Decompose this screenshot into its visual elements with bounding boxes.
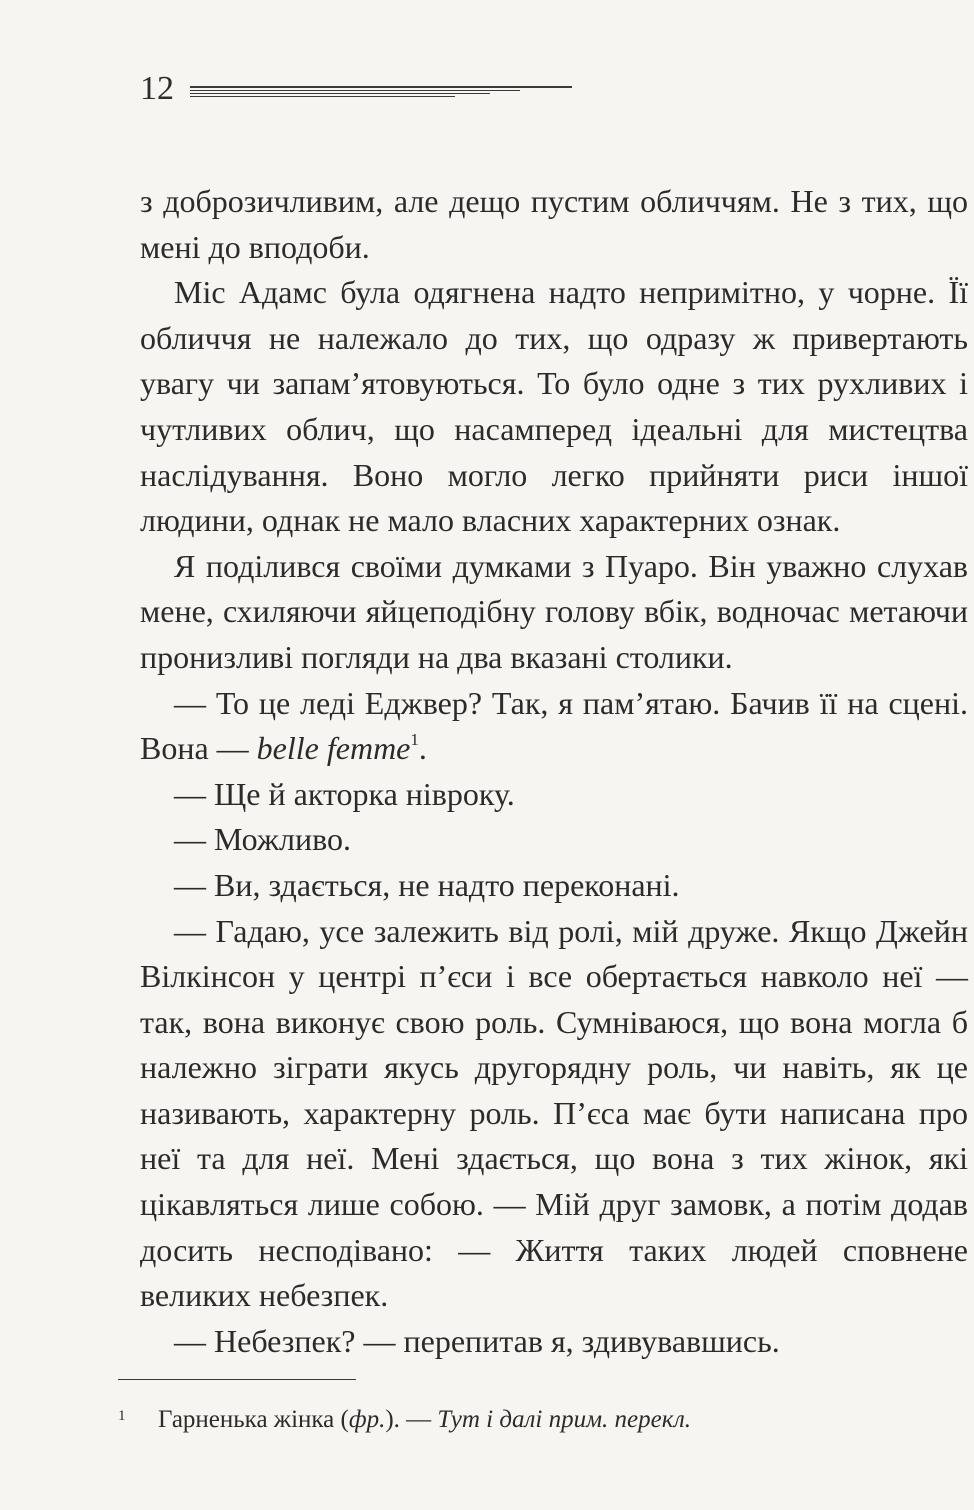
foreign-phrase: belle femme (256, 730, 411, 767)
footnote-text (158, 1402, 691, 1438)
footnote-mark: 1 (118, 1408, 126, 1424)
running-header (140, 64, 600, 114)
footnote-punctuation: ). — (385, 1406, 438, 1433)
footnote-translation: Гарненька жінка ( (158, 1406, 349, 1433)
header-rule-line (190, 86, 572, 88)
dialogue-text: — То це леді Еджвер? Так, я пам’ятаю. Бачив її на сцені. Вона — (140, 684, 968, 767)
paragraph: з доброзичливим, але дещо пустим обличчям. Не з тих, що мені до вподоби. (140, 183, 968, 265)
paragraph: — Ви, здається, не надто переконані. (174, 866, 680, 903)
language-abbreviation: фр. (348, 1406, 386, 1433)
translator-note: Тут і далі прим. перекл. (437, 1406, 692, 1433)
main-text (140, 179, 968, 1364)
header-rule-line (190, 90, 520, 91)
paragraph: — Небезпек? — перепитав я, здивувавшись. (174, 1322, 780, 1359)
footnote-reference[interactable]: 1 (410, 730, 419, 750)
paragraph: — Можливо. (174, 821, 351, 858)
paragraph: Я поділився своїми думками з Пуаро. Він уважно слухав мене, схиляючи яйцеподібну голову вбік, водночас метаючи пронизливі погляди на два вказані столики. (140, 547, 968, 675)
header-rule-line (190, 96, 455, 97)
punctuation: . (418, 730, 427, 767)
paragraph: — Гадаю, усе залежить від ролі, мій друже. Якщо Джейн Вілкінсон у центрі п’єси і все обертається навколо неї — так, вона виконує свою роль. Сумніваюся, що вона могла б належно зіграти якусь другорядну роль, чи навіть, як це називають, характерну роль. П’єса має бути написана про неї та для неї. Мені здається, що вона з тих жінок, які цікавляться лише собою. — Мій друг замовк, а потім додав досить несподівано: — Життя таких людей сповнене великих небезпек. (140, 912, 968, 1314)
page-number: 12 (140, 70, 174, 107)
header-rule-line (190, 93, 490, 94)
paragraph: — Ще й акторка нівроку. (174, 775, 515, 812)
header-ornamental-rule (190, 86, 572, 100)
paragraph (140, 681, 968, 772)
footnote-separator (118, 1379, 356, 1380)
paragraph: Міс Адамс була одягнена надто непримітно, у чорне. Її обличчя не належало до тих, що одразу ж привертають увагу чи запам’ятовуються. То було одне з тих рухливих і чутливих облич, що насамперед ідеальні для мистецтва наслідування. Воно могло легко прийняти риси іншої людини, однак не мало власних характерних ознак. (140, 274, 968, 539)
